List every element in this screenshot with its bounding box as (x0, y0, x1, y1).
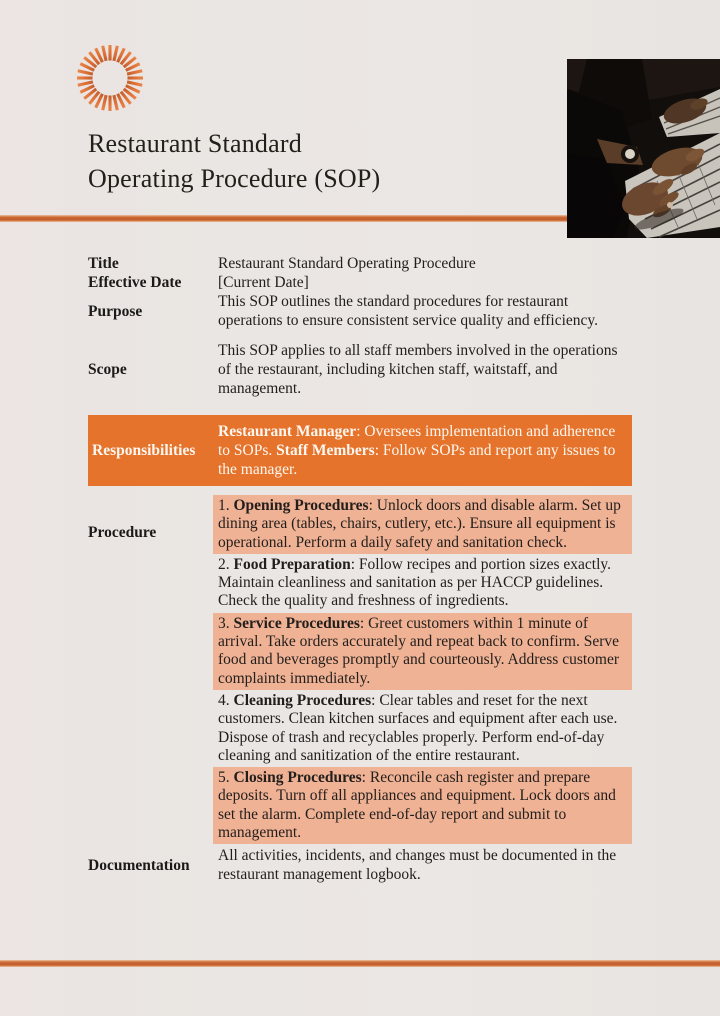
documentation-label: Documentation (88, 856, 190, 874)
document-title (88, 126, 508, 196)
effective-date-value: [Current Date] (218, 274, 309, 291)
procedure-item-1-number: 1. (218, 497, 234, 514)
table-row-title (88, 254, 632, 273)
responsibilities-text-1: : Oversees implementation and adherence to SOPs. (218, 423, 616, 459)
responsibilities-role-2: Staff Members (276, 442, 375, 459)
document-title-line1: Restaurant Standard (88, 129, 302, 158)
procedure-item-4-body: : Clear tables and reset for the next customers. Clean kitchen surfaces and equipment after each use. Dispose of trash and recyclables properly. Perform end-of-day cleaning and sanitization of the entire restaurant. (218, 691, 618, 764)
procedure-items (218, 495, 632, 844)
table-row-effective-date (88, 273, 632, 292)
responsibilities-value (218, 422, 628, 479)
bottom-divider-rule (0, 960, 720, 967)
purpose-value: This SOP outlines the standard procedures for restaurant operations to ensure consistent service quality and efficiency. (218, 293, 599, 329)
sop-table (88, 254, 632, 884)
procedure-item-5 (213, 767, 632, 844)
table-row-purpose (88, 292, 632, 330)
procedure-item-5-body: : Reconcile cash register and prepare deposits. Turn off all appliances and equipment. Lock doors and set the alarm. Complete end-of-day report and submit to management. (218, 769, 616, 842)
procedure-item-4 (213, 690, 632, 767)
responsibilities-label: Responsibilities (92, 442, 196, 459)
document-title-line2: Operating Procedure (SOP) (88, 164, 381, 193)
procedure-label: Procedure (88, 524, 157, 541)
responsibilities-role-1: Restaurant Manager (218, 423, 357, 440)
procedure-item-4-number: 4. (218, 691, 234, 709)
procedure-item-5-number: 5. (218, 769, 234, 787)
hands-typing-photo (567, 59, 720, 238)
table-row-documentation (88, 846, 632, 884)
procedure-item-3-heading: Service Procedures (233, 614, 360, 632)
procedure-item-3-number: 3. (218, 614, 234, 632)
procedure-item-4-heading: Cleaning Procedures (233, 691, 372, 709)
sunburst-logo-icon (74, 41, 146, 115)
title-label: Title (88, 255, 119, 272)
table-row-responsibilities (88, 415, 632, 486)
responsibilities-text-2: : Follow SOPs and report any issues to the manager. (218, 442, 616, 478)
procedure-item-3 (213, 613, 632, 690)
scope-label: Scope (88, 361, 127, 378)
procedure-item-1 (213, 495, 632, 554)
purpose-label: Purpose (88, 302, 143, 320)
procedure-item-2-heading: Food Preparation (233, 555, 351, 573)
procedure-item-2 (213, 554, 632, 613)
procedure-item-1-heading: Opening Procedures (233, 497, 369, 514)
procedure-item-5-heading: Closing Procedures (233, 769, 362, 787)
procedure-item-2-body: : Follow recipes and portion sizes exactly. Maintain cleanliness and sanitation as per HACCP guidelines. Check the quality and freshness of ingredients. (218, 555, 612, 610)
table-row-scope (88, 341, 632, 398)
procedure-item-1-body: : Unlock doors and disable alarm. Set up dining area (tables, chairs, cutlery, etc.). Ensure all equipment is operational. Perform a daily safety and sanitation check. (218, 497, 621, 551)
table-row-procedure (88, 495, 632, 844)
scope-value: This SOP applies to all staff members involved in the operations of the restaurant, including kitchen staff, waitstaff, and management. (218, 342, 618, 397)
effective-date-label: Effective Date (88, 274, 182, 291)
procedure-item-2-number: 2. (218, 555, 234, 573)
procedure-item-3-body: : Greet customers within 1 minute of arrival. Take orders accurately and repeat back to confirm. Serve food and beverages promptly and courteously. Address customer complaints immediately. (218, 614, 620, 687)
documentation-value: All activities, incidents, and changes must be documented in the restaurant management logbook. (218, 847, 617, 884)
title-value: Restaurant Standard Operating Procedure (218, 255, 476, 272)
